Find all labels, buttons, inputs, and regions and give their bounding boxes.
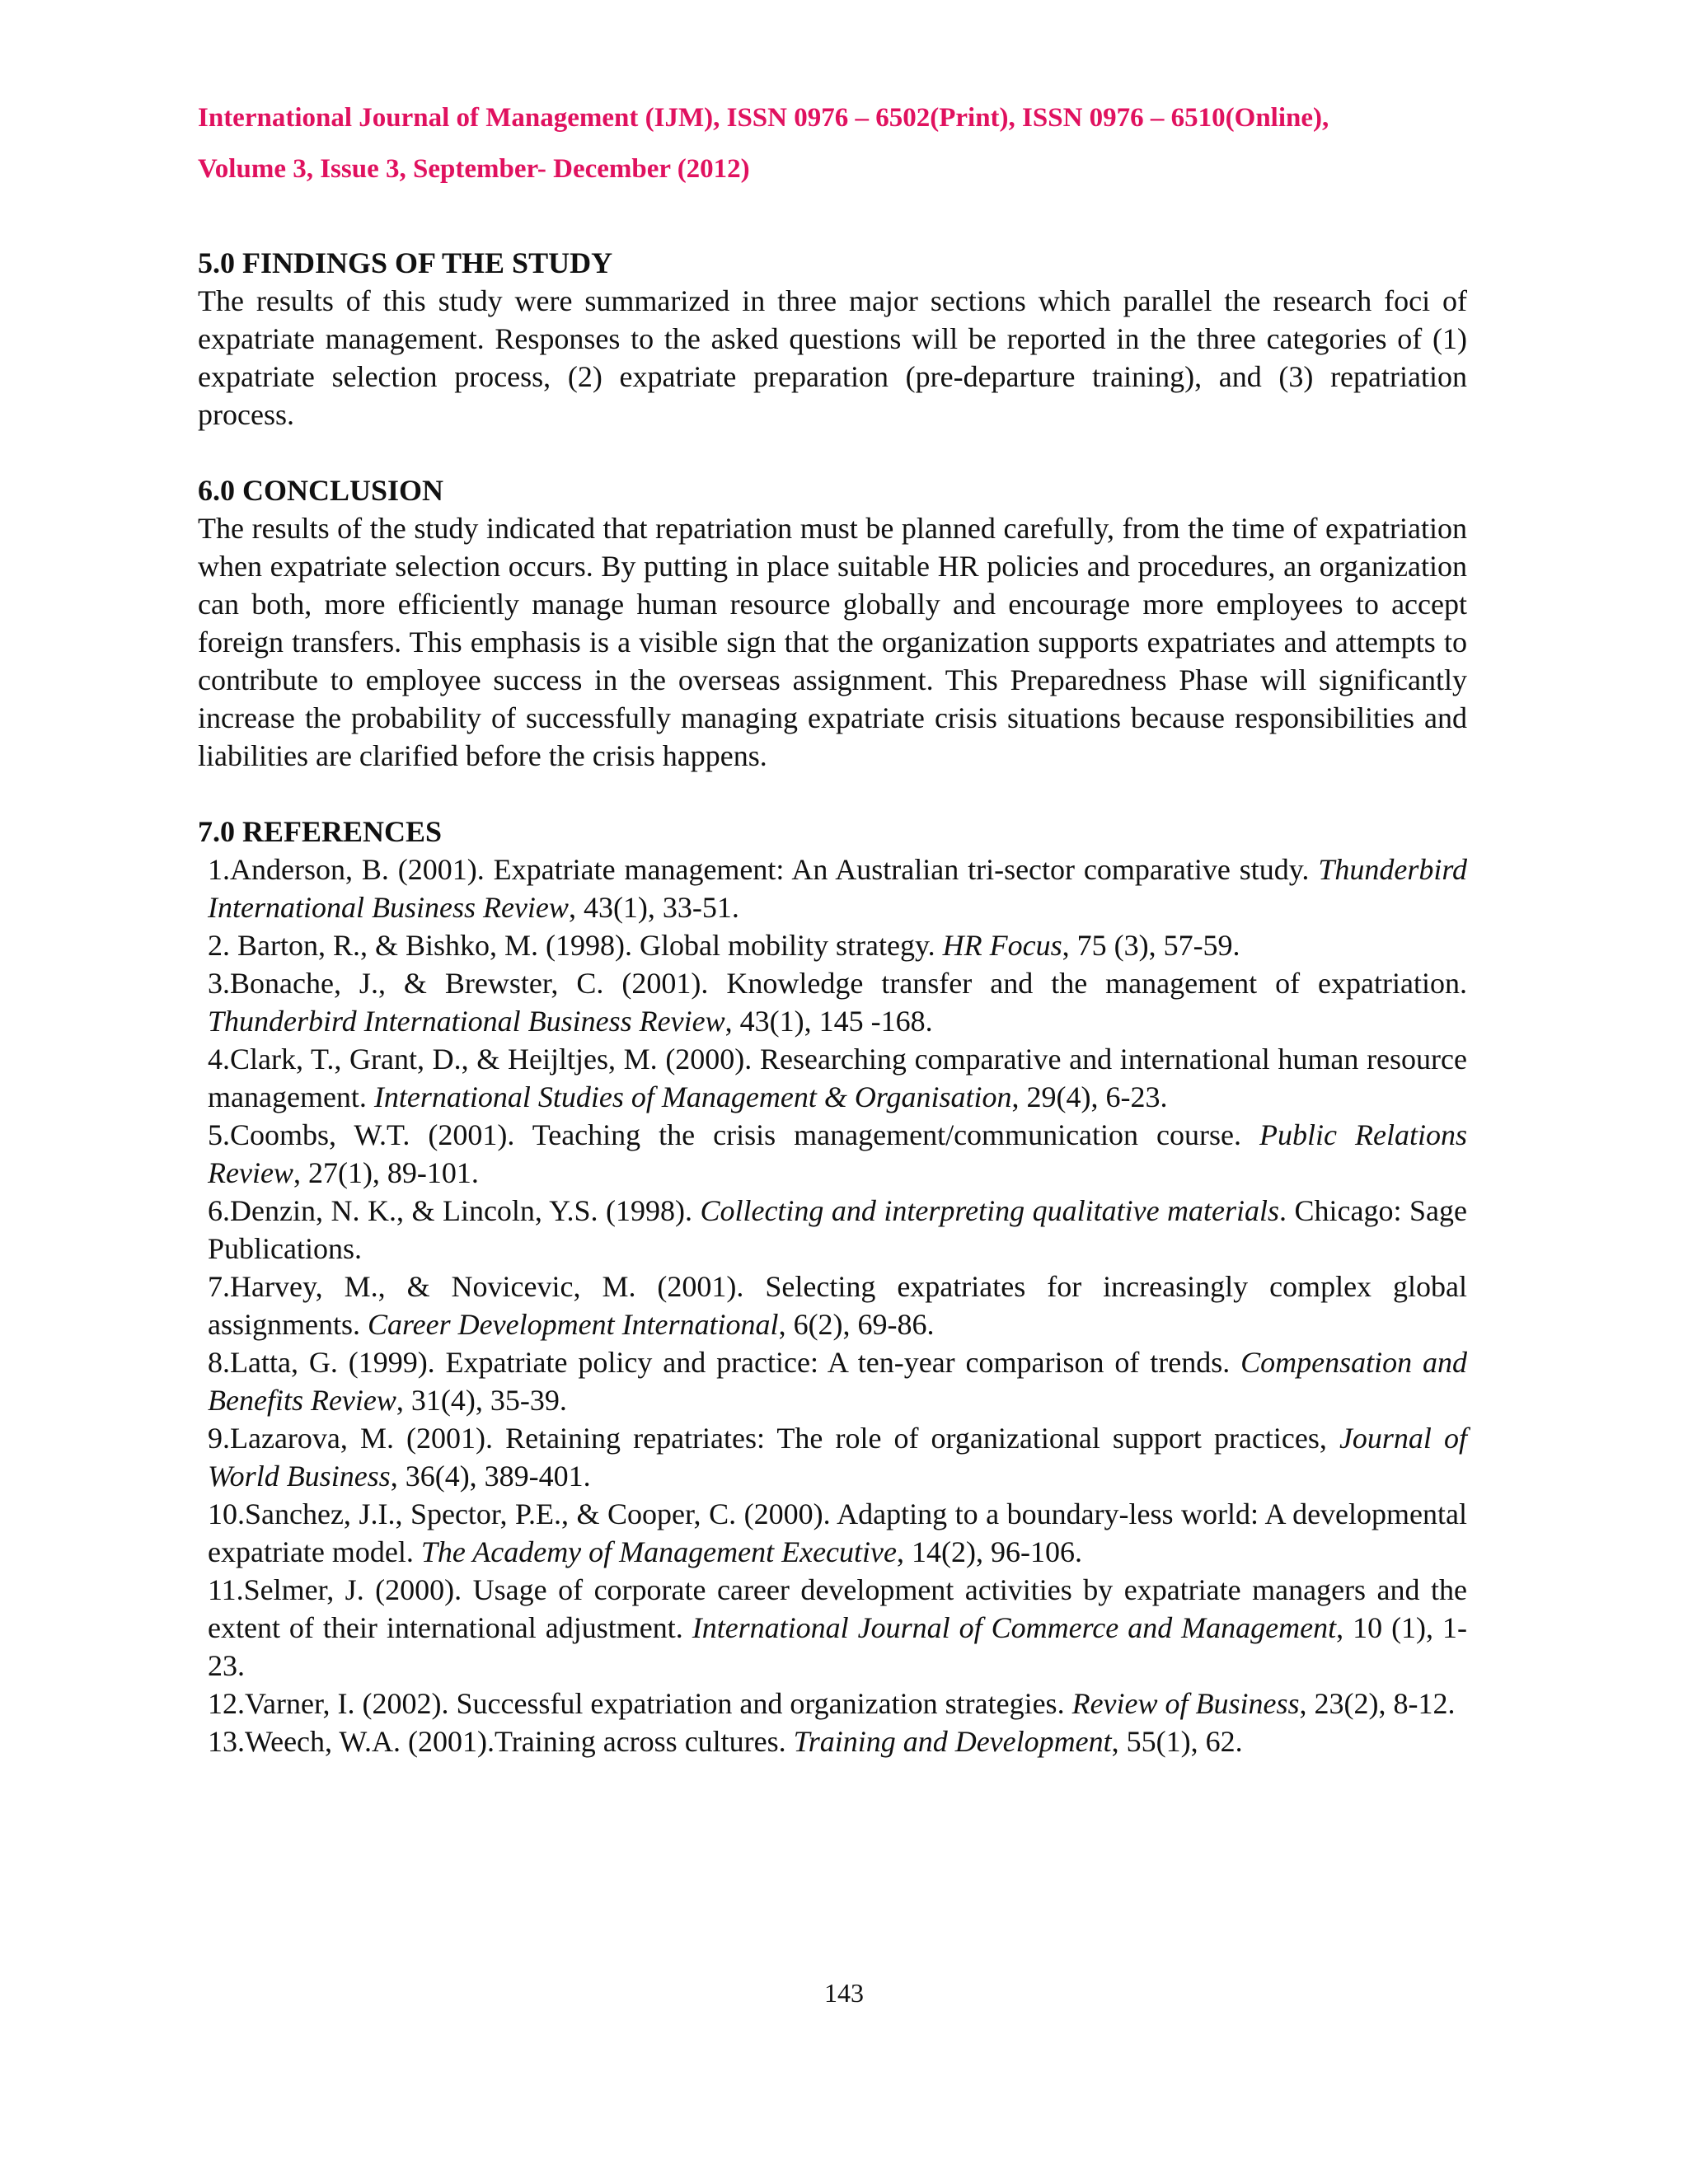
reference-item: 3.Bonache, J., & Brewster, C. (2001). Knowledge transfer and the management of expatriation. Thunderbird International Business Review, 43(1), 145 -168.: [208, 967, 1467, 1038]
reference-item: 7.Harvey, M., & Novicevic, M. (2001). Selecting expatriates for increasingly complex global assignments. Career Development International, 6(2), 69-86.: [208, 1270, 1467, 1341]
reference-item: 6.Denzin, N. K., & Lincoln, Y.S. (1998). Collecting and interpreting qualitative materials. Chicago: Sage Publications.: [208, 1194, 1467, 1265]
reference-item: 8.Latta, G. (1999). Expatriate policy and practice: A ten-year comparison of trends. Compensation and Benefits Review, 31(4), 35-39.: [208, 1346, 1467, 1417]
reference-source: Review of Business: [1071, 1687, 1300, 1720]
reference-item: 9.Lazarova, M. (2001). Retaining repatriates: The role of organizational support practices, Journal of World Business, 36(4), 389-401.: [208, 1422, 1467, 1493]
conclusion-paragraph: The results of the study indicated that repatriation must be planned carefully, from the time of expatriation when expatriate selection occurs. By putting in place suitable HR policies and procedures, an organization can both, more efficiently manage human resource globally and encourage more employees to accept foreign transfers. This emphasis is a visible sign that the organization supports expatriates and attempts to contribute to employee success in the overseas assignment. This Preparedness Phase will significantly increase the probability of successfully managing expatriate crisis situations because responsibilities and liabilities are clarified before the crisis happens.: [198, 512, 1467, 772]
reference-source: Training and Development: [793, 1725, 1112, 1758]
findings-paragraph: The results of this study were summarized in three major sections which parallel the research foci of expatriate management. Responses to the asked questions will be reported in the three categories of (1) expatriate selection process, (2) expatriate preparation (pre-departure training), and (3) repatriation process.: [198, 284, 1467, 431]
reference-source: Journal of World Business: [208, 1422, 1467, 1493]
reference-item: 10.Sanchez, J.I., Spector, P.E., & Cooper, C. (2000). Adapting to a boundary-less world: A developmental expatriate model. The Academy of Management Executive, 14(2), 96-106.: [208, 1497, 1467, 1568]
reference-list: [198, 851, 1467, 1760]
page-content: [198, 92, 1467, 1760]
reference-source: The Academy of Management Executive: [420, 1535, 897, 1568]
journal-header: [198, 92, 1467, 194]
reference-item: 12.Varner, I. (2002). Successful expatriation and organization strategies. Review of Business, 23(2), 8-12.: [208, 1687, 1456, 1720]
reference-item: 5.Coombs, W.T. (2001). Teaching the crisis management/communication course. Public Relations Review, 27(1), 89-101.: [208, 1118, 1467, 1189]
reference-source: Thunderbird International Business Review: [208, 853, 1467, 924]
journal-header-line-1: International Journal of Management (IJM), ISSN 0976 – 6502(Print), ISSN 0976 – 6510(Online),: [198, 103, 1329, 133]
reference-source: Career Development International: [368, 1308, 779, 1341]
reference-item: 1.Anderson, B. (2001). Expatriate management: An Australian tri-sector comparative study. Thunderbird International Business Review, 43(1), 33-51.: [208, 853, 1467, 924]
reference-source: International Studies of Management & Organisation: [373, 1080, 1012, 1113]
conclusion-heading: 6.0 CONCLUSION: [198, 474, 444, 507]
journal-header-line-2: Volume 3, Issue 3, September- December (2012): [198, 154, 750, 184]
reference-source: International Journal of Commerce and Management: [692, 1611, 1337, 1644]
reference-item: 2. Barton, R., & Bishko, M. (1998). Global mobility strategy. HR Focus, 75 (3), 57-59.: [208, 929, 1240, 962]
reference-item: 13.Weech, W.A. (2001).Training across cultures. Training and Development, 55(1), 62.: [208, 1725, 1243, 1758]
reference-source: Public Relations Review: [208, 1118, 1467, 1189]
findings-section: [198, 244, 1467, 434]
references-heading: 7.0 REFERENCES: [198, 815, 443, 848]
page-number: 143: [824, 1978, 864, 2008]
reference-source: Thunderbird International Business Review: [208, 1005, 725, 1038]
reference-source: HR Focus: [942, 929, 1062, 962]
conclusion-section: [198, 471, 1467, 775]
reference-item: 4.Clark, T., Grant, D., & Heijltjes, M. (2000). Researching comparative and international human resource management. International Studies of Management & Organisation, 29(4), 6-23.: [208, 1043, 1467, 1113]
findings-heading: 5.0 FINDINGS OF THE STUDY: [198, 246, 613, 279]
references-section: [198, 813, 1467, 1760]
reference-item: 11.Selmer, J. (2000). Usage of corporate career development activities by expatriate managers and the extent of their international adjustment. International Journal of Commerce and Management, 10 (1), 1-23.: [208, 1573, 1468, 1682]
reference-source: Collecting and interpreting qualitative materials: [700, 1194, 1280, 1227]
reference-source: Compensation and Benefits Review: [208, 1346, 1467, 1417]
